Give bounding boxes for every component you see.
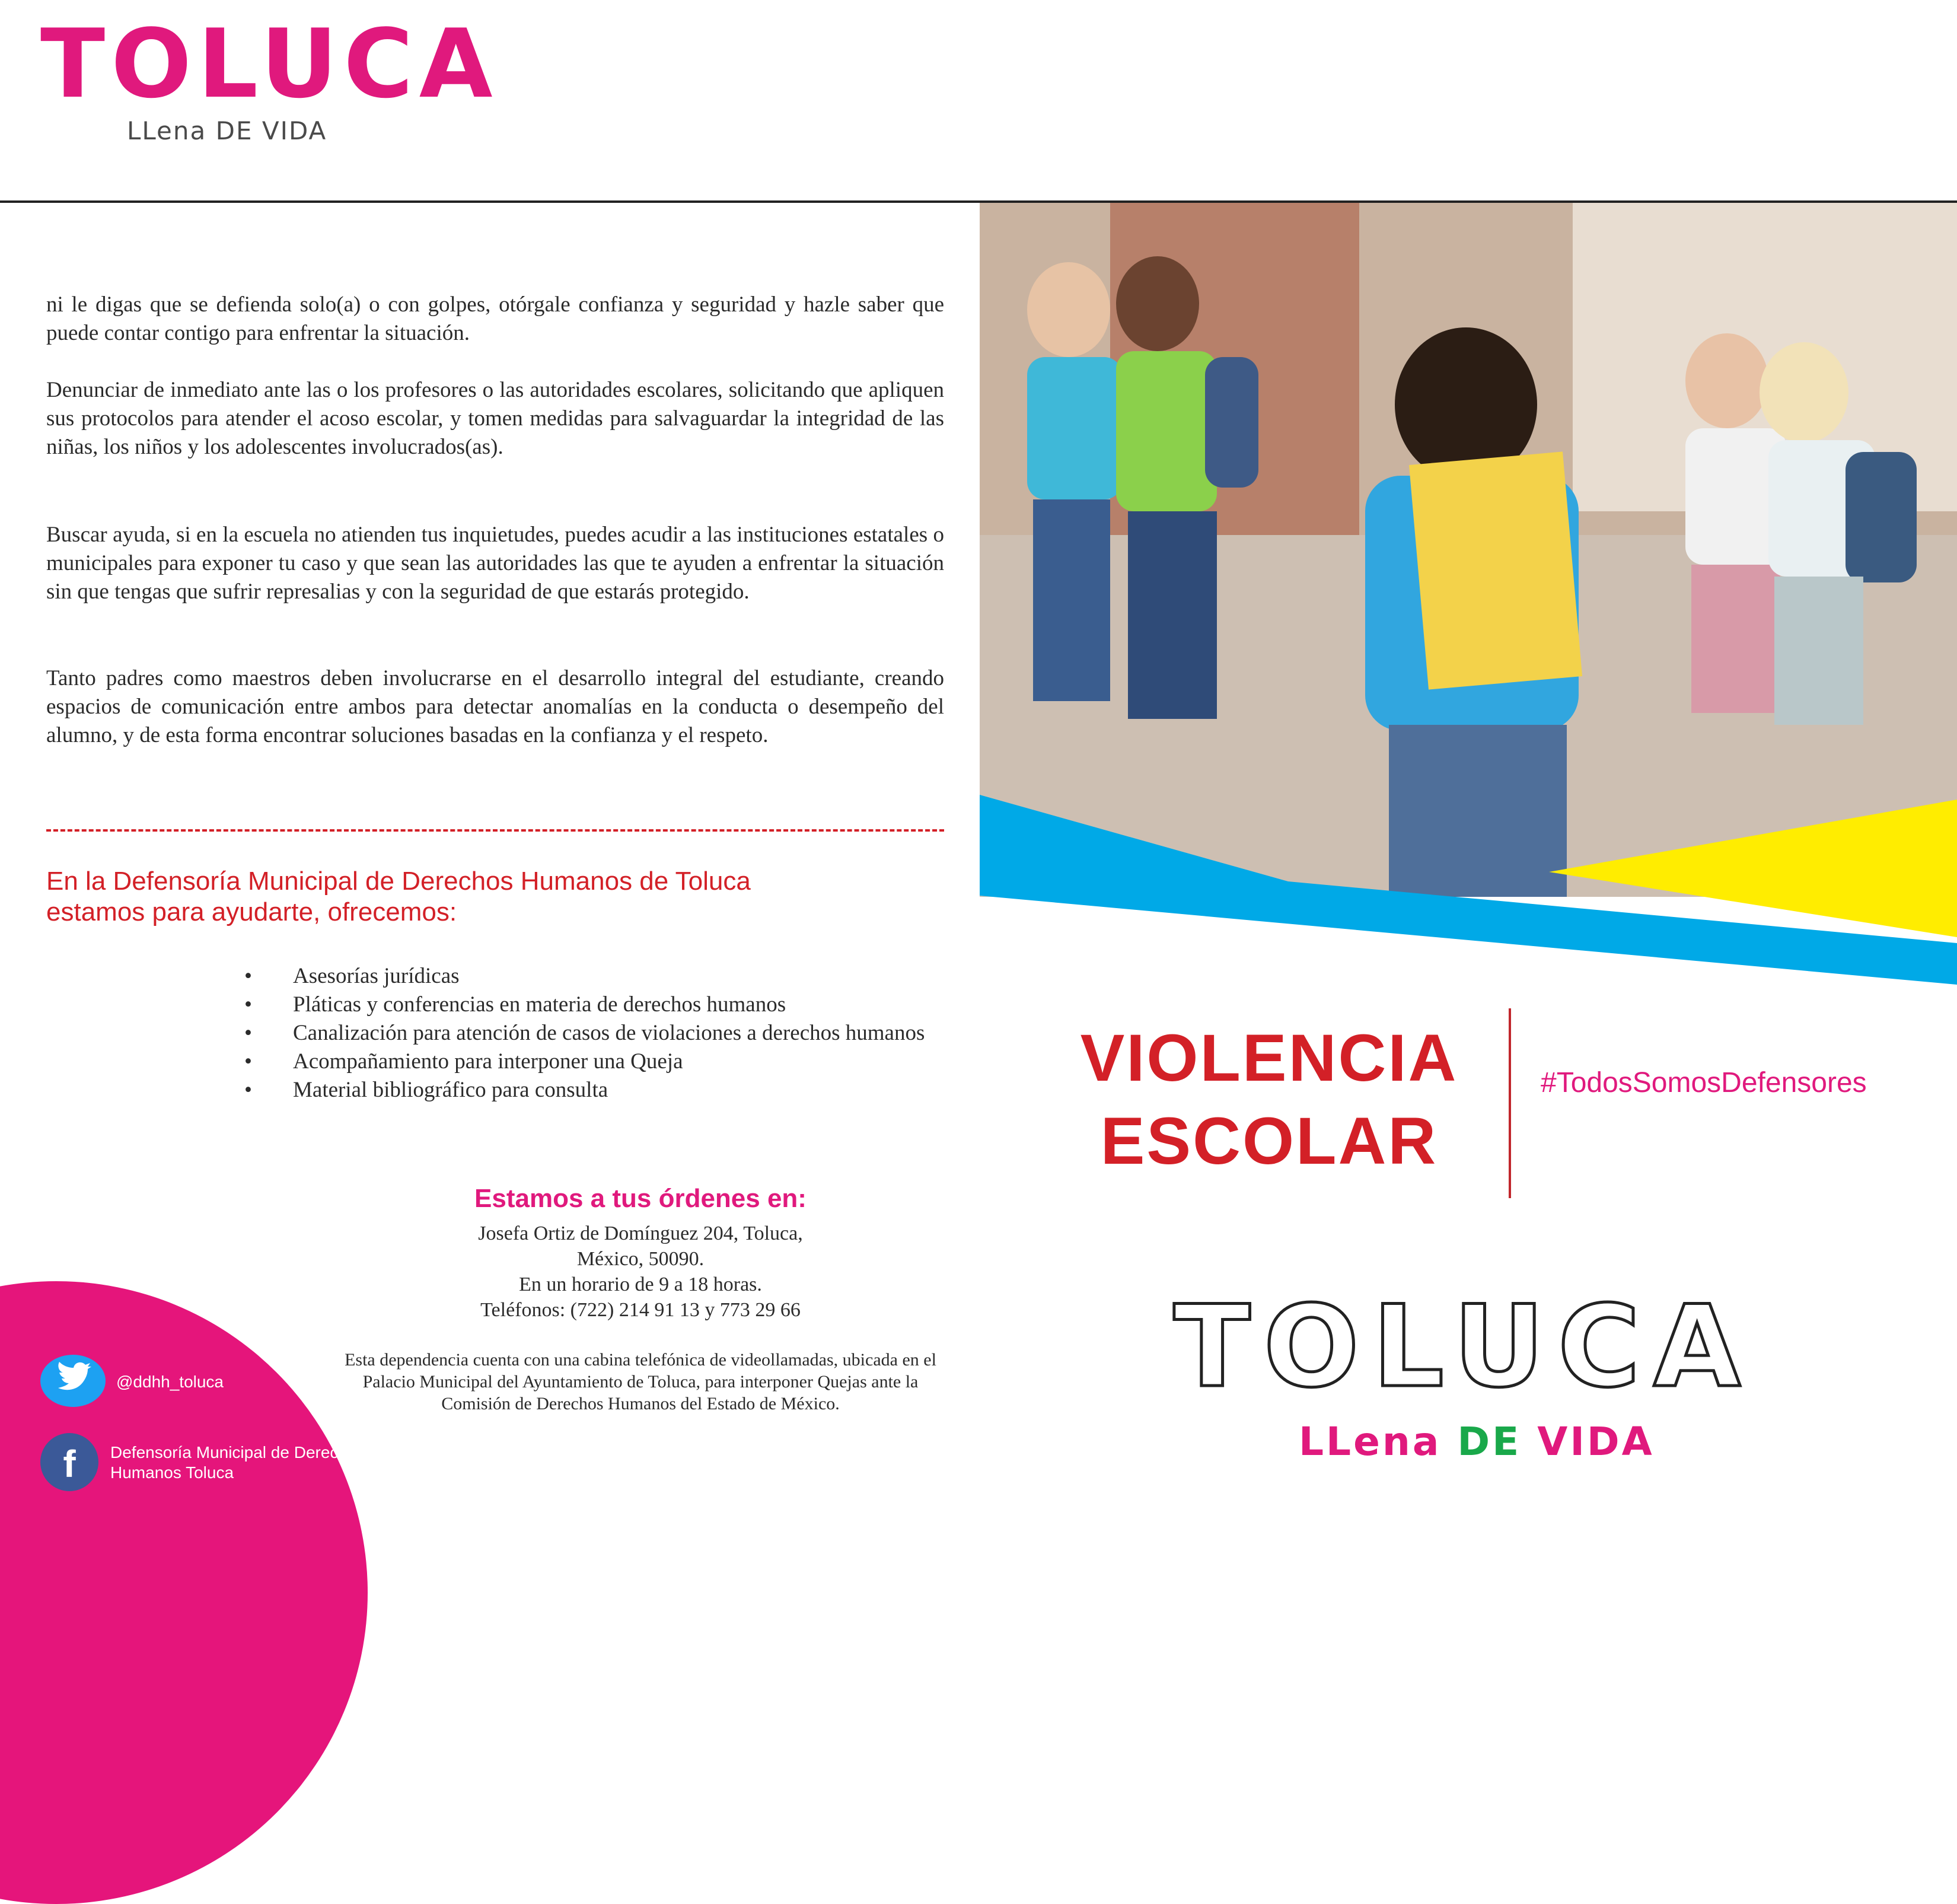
service-item: • Acompañamiento para interponer una Queja — [244, 1047, 944, 1076]
title-line-1: VIOLENCIA — [1080, 1021, 1458, 1095]
cover-title — [1044, 1017, 1494, 1183]
tagline-word: VIDA — [1537, 1419, 1655, 1464]
contact-heading: Estamos a tus órdenes en: — [474, 1184, 807, 1213]
address-block — [332, 1221, 949, 1323]
hashtag: #TodosSomosDefensores — [1541, 1067, 1867, 1099]
logo-tagline-colored — [1299, 1419, 1655, 1464]
tagline-word: LLena — [1299, 1419, 1442, 1464]
facebook-f-icon[interactable]: f — [40, 1433, 98, 1491]
title-line-2: ESCOLAR — [1100, 1104, 1438, 1178]
paragraph-3: Buscar ayuda, si en la escuela no atienden tus inquietudes, puedes acudir a las instituciones estatales o municipales para exponer tu caso y que sean las autoridades las que te ayuden a enfrentar la situación sin que tengas que sufrir represalias y con la seguridad de que estarás protegido. — [46, 523, 944, 604]
toluca-logo-top — [40, 8, 499, 119]
decorative-bands — [980, 759, 1957, 996]
phone-line: Teléfonos: (722) 214 91 13 y 773 29 66 — [480, 1299, 801, 1321]
logo-tagline: LLena DE VIDA — [127, 116, 327, 145]
dashed-divider — [46, 829, 944, 832]
schedule-line: En un horario de 9 a 18 horas. — [519, 1273, 762, 1295]
twitter-handle[interactable]: @ddhh_toluca — [116, 1373, 224, 1391]
facebook-page-name[interactable]: Defensoría Municipal de Derechos Humanos Toluca — [110, 1443, 365, 1482]
paragraph-2: Denunciar de inmediato ante las o los profesores o las autoridades escolares, solicitando que apliquen sus protocolos para atender el acoso escolar, y tomen medidas para salvaguardar la integridad de las niñas, los niños y los adolescentes involucrados(as). — [46, 378, 944, 459]
logo-wordmark: TOLUCA — [40, 8, 499, 119]
service-item: • Asesorías jurídicas — [244, 962, 944, 991]
service-item: • Pláticas y conferencias en materia de derechos humanos — [244, 991, 944, 1019]
offer-heading: En la Defensoría Municipal de Derechos Humanos de Toluca estamos para ayudarte, ofrecemos: — [46, 867, 751, 926]
paragraph-1: ni le digas que se defienda solo(a) o con golpes, otórgale confianza y seguridad y hazle saber que puede contar contigo para enfrentar la situación. — [46, 292, 944, 345]
address-line: México, 50090. — [576, 1248, 705, 1270]
title-divider — [1509, 1008, 1511, 1198]
toluca-logo-outline — [1154, 1297, 1773, 1396]
service-item: • Material bibliográfico para consulta — [244, 1076, 944, 1104]
services-list — [244, 962, 944, 1104]
logo-wordmark-outline: TOLUCA — [1173, 1297, 1754, 1396]
address-line: Josefa Ortiz de Domínguez 204, Toluca, — [478, 1222, 803, 1244]
tagline-word: DE — [1457, 1419, 1522, 1464]
paragraph-4: Tanto padres como maestros deben involucrarse en el desarrollo integral del estudiante, creando espacios de comunicación entre ambos para detectar anomalías en la conducta o desempeño del alumno, y de esta forma encontrar soluciones basadas en la confianza y el respeto. — [46, 666, 944, 747]
twitter-bird-icon[interactable] — [40, 1355, 106, 1407]
cabina-notice: Esta dependencia cuenta con una cabina telefónica de videollamadas, ubicada en el Palacio Municipal del Ayuntamiento de Toluca, para interponer Quejas ante la Comisión de Derechos Humanos del Estado de México. — [345, 1350, 936, 1413]
service-item: • Canalización para atención de casos de violaciones a derechos humanos — [244, 1019, 944, 1047]
